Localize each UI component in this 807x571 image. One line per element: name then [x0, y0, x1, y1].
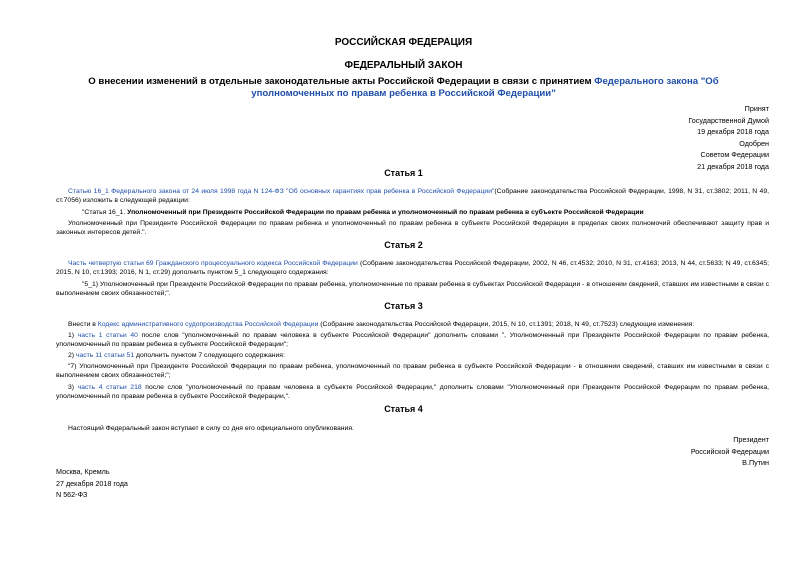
article-2-quote: "5_1) Уполномоченный при Президенте Российской Федерации по правам ребенка, уполномоченные по правам ребенка в субъектах Российской Федерации - в отношении сведений, ставших им известными в связи с выполнением своих обязанностей;". — [56, 281, 769, 298]
article-3-item-1 — [56, 331, 769, 350]
signature-line: Российской Федерации — [690, 446, 769, 456]
article-3-intro-post: (Собрание законодательства Российской Федерации, 2015, N 10, ст.1391; 2018, N 49, ст.7523) следующие изменения: — [318, 321, 695, 328]
footer-place: Москва, Кремль — [56, 467, 110, 476]
article-1-quote-prefix: "Статья 16_1. — [82, 209, 128, 216]
article-3-item-3 — [56, 383, 769, 402]
item-3-text: после слов "уполномоченный по правам человека в субъекте Российской Федерации," дополнить словами "Уполномоченный при Президенте Российской Федерации по правам ребенка, уполномоченный по правам ребенка в субъекте Российской Федерации,". — [56, 384, 770, 401]
article-3-link-code[interactable]: Кодекс административного судопроизводства Российской Федерации — [97, 321, 319, 328]
footer-number: N 562-ФЗ — [56, 490, 88, 500]
article-3-item-2-quote: "7) Уполномоченный при Президенте Российской Федерации по правам ребенка, уполномоченный по правам ребенка в субъекте Российской Федерации - в отношении сведений, ставших им известными в связи с выполнением своих обязанностей;"; — [56, 363, 769, 380]
article-3-intro-pre: Внести в — [68, 321, 98, 328]
signature-block — [691, 434, 769, 469]
item-3-link[interactable]: часть 4 статьи 218 — [77, 384, 142, 391]
footer-block — [56, 466, 128, 501]
adoption-line: 19 декабря 2018 года — [697, 127, 769, 137]
law-title-link[interactable]: Федерального закона "Об уполномоченных по правам ребенка в Российской Федерации" — [251, 76, 719, 99]
article-2-text: (Собрание законодательства Российской Федерации, 2002, N 46, ст.4532; 2010, N 31, ст.4163; 2013, N 44, ст.5633; N 49, ст.6345; 2015, N 10, ст.1393; 2016, N 1, ст.29) дополнить пунктом 5_1 следующего содержания: — [56, 260, 769, 277]
article-1-text: (Собрание законодательства Российской Федерации, 1998, N 31, ст.3802; 2011, N 49, ст.7056) изложить в следующей редакции: — [56, 188, 769, 205]
article-1-new-heading — [56, 208, 769, 217]
item-1-number: 1) — [68, 332, 78, 339]
article-4-paragraph: Настоящий Федеральный закон вступает в силу со дня его официального опубликования. — [68, 425, 354, 432]
article-2-paragraph — [56, 259, 769, 278]
doc-type-heading: ФЕДЕРАЛЬНЫЙ ЗАКОН — [344, 60, 463, 71]
adoption-line: Советом Федерации — [700, 150, 769, 160]
item-2-text: дополнить пунктом 7 следующего содержания: — [134, 352, 285, 359]
adoption-line: Принят — [744, 104, 769, 113]
article-3-heading: Статья 3 — [384, 301, 423, 311]
adoption-block — [688, 103, 769, 173]
article-1-paragraph — [56, 187, 769, 206]
article-4-heading: Статья 4 — [384, 404, 423, 414]
article-1-quote-bold: Уполномоченный при Президенте Российской Федерации по правам ребенка и уполномоченный по правам ребенка в субъекте Российской Федерации — [127, 209, 644, 216]
adoption-line: Одобрен — [739, 138, 769, 148]
signature-line: Президент — [733, 435, 769, 444]
article-1-link-law[interactable]: Статью 16_1 Федерального закона от 24 июля 1998 года N 124-ФЗ — [68, 188, 284, 195]
article-2-heading: Статья 2 — [384, 240, 423, 250]
item-3-number: 3) — [68, 384, 78, 391]
footer-date: 27 декабря 2018 года — [56, 478, 128, 488]
item-1-link[interactable]: часть 1 статьи 40 — [77, 332, 138, 339]
country-heading: РОССИЙСКАЯ ФЕДЕРАЦИЯ — [334, 37, 473, 48]
item-1-text: после слов "уполномоченный по правам человека в субъекте Российской Федерации" дополнить словами ", Уполномоченный при Президенте Российской Федерации по правам ребенка, уполномоченный по правам ребенка в субъекте Российской Федерации"; — [56, 332, 769, 349]
article-3-item-2 — [56, 351, 769, 360]
signature-line: В.Путин — [742, 458, 769, 468]
adoption-line: 21 декабря 2018 года — [697, 161, 769, 171]
item-2-link[interactable]: часть 11 статьи 51 — [75, 352, 135, 359]
article-1-new-text: Уполномоченный при Президенте Российской Федерации по правам ребенка и уполномоченный по правам ребенка в субъекте Российской Федерации в пределах своих полномочий обеспечивают защиту прав и законных интересов детей.". — [56, 220, 769, 237]
law-title-text: О внесении изменений в отдельные законодательные акты Российской Федерации в связи с принятием — [88, 76, 595, 87]
item-2-number: 2) — [68, 352, 76, 359]
adoption-line: Государственной Думой — [688, 115, 769, 125]
article-2-link-code[interactable]: Часть четвертую статьи 69 Гражданского процессуального кодекса Российской Федерации — [68, 260, 358, 267]
article-1-link-guarantees[interactable]: "Об основных гарантиях прав ребенка в Российской Федерации" — [286, 188, 495, 195]
law-title — [60, 76, 747, 100]
article-3-intro — [56, 320, 769, 329]
article-1-heading: Статья 1 — [384, 168, 423, 178]
